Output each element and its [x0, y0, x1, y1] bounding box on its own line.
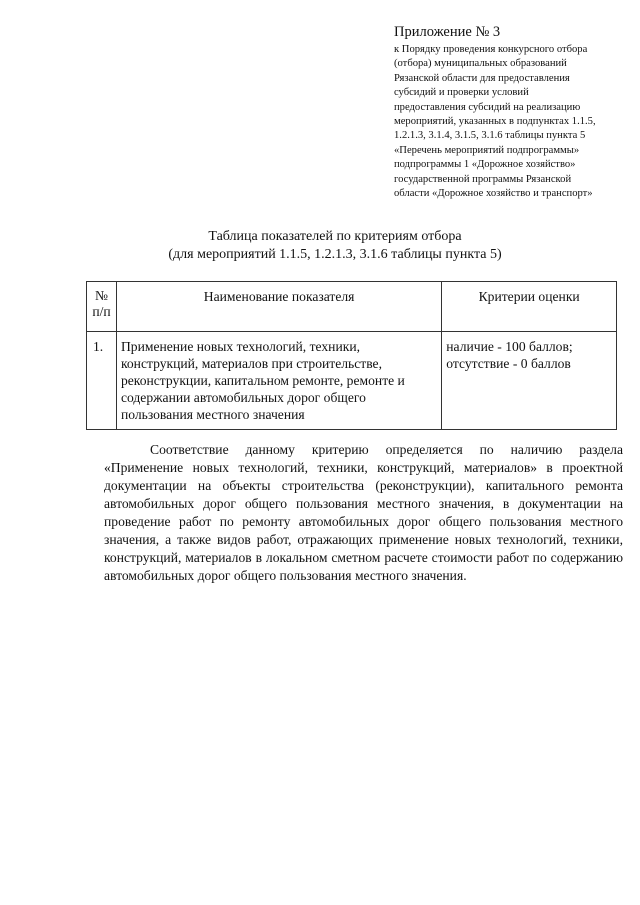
- criteria-absent: отсутствие - 0 баллов: [446, 356, 571, 371]
- appendix-title: Приложение № 3: [394, 24, 501, 40]
- header-criteria: Критерии оценки: [442, 282, 617, 332]
- header-indicator-name: Наименование показателя: [116, 282, 441, 332]
- explanatory-paragraph: Соответствие данному критерию определяется по наличию раздела «Применение новых технологий, техники, конструкций, материалов» в проектной документации на объекты строительства (реконструкции), капитального ремонта автомобильных дорог общего пользования местного значения, в документации на проведение работ по ремонту автомобильных дорог общего пользования местного значения, а также видов работ, отражающих применение новых технологий, техники, конструкций, материалов в локальном сметном расчете стоимости работ по содержанию автомобильных дорог общего пользования местного значения.: [104, 442, 623, 583]
- appendix-line: «Перечень мероприятий подпрограммы»: [394, 144, 580, 156]
- appendix-line: мероприятий, указанных в подпунктах 1.1.5,: [394, 116, 596, 128]
- row-indicator-name: Применение новых технологий, техники, конструкций, материалов при строительстве, реконструкции, капитальном ремонте, ремонте и содержании автомобильных дорог общего пользования местного значения: [116, 332, 441, 430]
- criteria-present: наличие - 100 баллов;: [446, 339, 573, 354]
- row-criteria: [442, 332, 617, 430]
- appendix-line: (отбора) муниципальных образований: [394, 58, 567, 70]
- appendix-header: [394, 24, 626, 201]
- header-number-abbr: п/п: [92, 304, 111, 319]
- appendix-line: предоставления субсидий на реализацию: [394, 101, 581, 113]
- appendix-line: государственной программы Рязанской: [394, 173, 572, 185]
- header-number-symbol: №: [94, 288, 108, 303]
- table-title-line1: Таблица показателей по критериям отбора: [208, 229, 462, 244]
- table-row: [87, 332, 617, 430]
- criteria-table: [86, 281, 617, 430]
- appendix-line: Рязанской области для предоставления: [394, 72, 570, 84]
- appendix-line: подпрограммы 1 «Дорожное хозяйство»: [394, 159, 576, 171]
- table-title: [150, 228, 520, 264]
- row-number: 1.: [87, 332, 117, 430]
- table-header-row: [87, 282, 617, 332]
- table-title-line2: (для мероприятий 1.1.5, 1.2.1.3, 3.1.6 таблицы пункта 5): [168, 247, 502, 262]
- appendix-line: субсидий и проверки условий: [394, 87, 529, 99]
- appendix-line: области «Дорожное хозяйство и транспорт»: [394, 188, 593, 200]
- appendix-line: 1.2.1.3, 3.1.4, 3.1.5, 3.1.6 таблицы пункта 5: [394, 130, 586, 142]
- header-number: [87, 282, 117, 332]
- appendix-line: к Порядку проведения конкурсного отбора: [394, 44, 588, 55]
